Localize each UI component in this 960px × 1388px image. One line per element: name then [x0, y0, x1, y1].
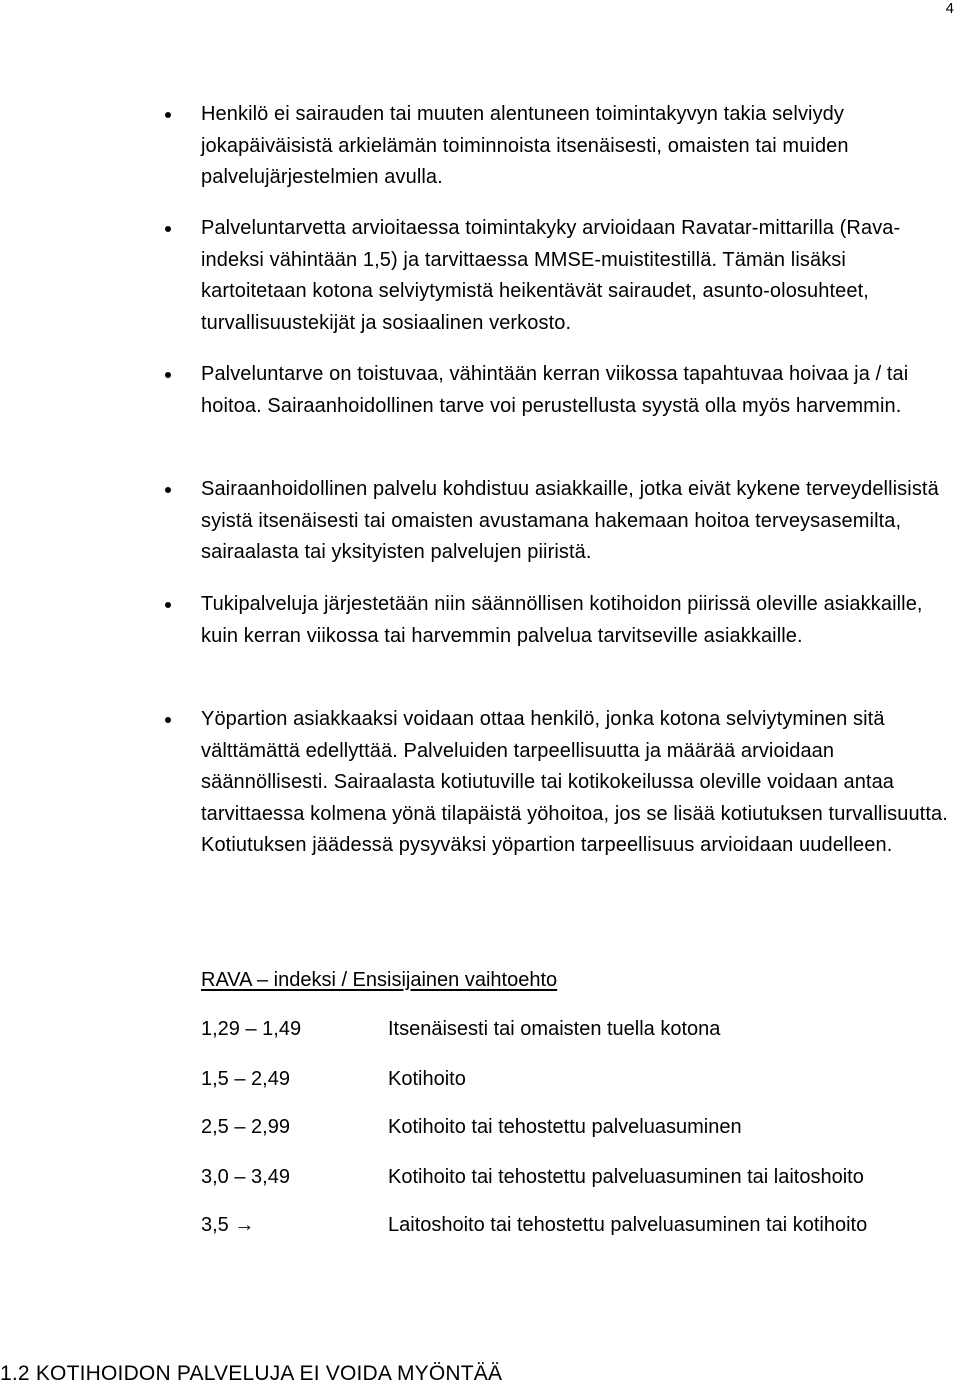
- rava-option: Kotihoito tai tehostettu palveluasuminen: [388, 1116, 742, 1138]
- page-number: 4: [945, 0, 954, 17]
- rava-option: Itsenäisesti tai omaisten tuella kotona: [388, 1018, 721, 1040]
- rava-range: 1,29 – 1,49: [201, 1018, 302, 1040]
- bullet-dot-icon: [165, 602, 171, 608]
- bullet-text: Henkilö ei sairauden tai muuten alentuneen toimintakyvyn takia selviydy jokapäiväisistä arkielämän toiminnoista itsenäisesti, omaisten tai muiden palvelujärjestelmien avulla.: [201, 103, 849, 188]
- bullet-text: Palveluntarve on toistuvaa, vähintään kerran viikossa tapahtuvaa hoivaa ja / tai hoitoa. Sairaanhoidollinen tarve voi perustellusta syystä olla myös harvemmin.: [201, 363, 909, 417]
- section-heading: 1.2 KOTIHOIDON PALVELUJA EI VOIDA MYÖNTÄÄ: [0, 1362, 503, 1385]
- rava-option: Kotihoito: [388, 1068, 466, 1090]
- rava-range: 3,0 – 3,49: [201, 1166, 290, 1188]
- rava-option: Kotihoito tai tehostettu palveluasuminen tai laitoshoito: [388, 1166, 864, 1188]
- rava-table-heading: RAVA – indeksi / Ensisijainen vaihtoehto: [201, 969, 558, 991]
- bullet-dot-icon: [165, 372, 171, 378]
- bullet-text: Yöpartion asiakkaaksi voidaan ottaa henkilö, jonka kotona selviytyminen sitä välttämättä edellyttää. Palveluiden tarpeellisuutta ja määrää arvioidaan säännöllisesti. Sairaalasta kotiutuville tai kotikokeilussa oleville voidaan antaa tarvittaessa kolmena yönä tilapäistä yöhoitoa, jos se lisää kotiutuksen turvallisuutta. Kotiutuksen jäädessä pysyväksi yöpartion tarpeellisuus arvioidaan uudelleen.: [201, 708, 948, 856]
- bullet-text: Sairaanhoidollinen palvelu kohdistuu asiakkaille, jotka eivät kykene terveydellisistä syistä itsenäisesti tai omaisten avustamana hakemaan hoitoa terveysasemilta, sairaalasta tai yksityisten palvelujen piiristä.: [201, 478, 939, 563]
- bullet-dot-icon: [165, 717, 171, 723]
- bullet-text: Tukipalveluja järjestetään niin säännöllisen kotihoidon piirissä oleville asiakkaille, kuin kerran viikossa tai harvemmin palvelua tarvitseville asiakkaille.: [201, 593, 923, 647]
- bullet-dot-icon: [165, 487, 171, 493]
- rava-range: 2,5 – 2,99: [201, 1116, 290, 1138]
- rava-option: Laitoshoito tai tehostettu palveluasuminen tai kotihoito: [388, 1214, 868, 1236]
- bullet-dot-icon: [165, 226, 171, 232]
- rava-range: 1,5 – 2,49: [201, 1068, 290, 1090]
- bullet-text: Palveluntarvetta arvioitaessa toimintakyky arvioidaan Ravatar-mittarilla (Rava-indeksi vähintään 1,5) ja tarvittaessa MMSE-muistitestillä. Tämän lisäksi kartoitetaan kotona selviytymistä heikentävät sairaudet, asunto-olosuhteet, turvallisuustekijät ja sosiaalinen verkosto.: [201, 217, 901, 334]
- bullet-dot-icon: [165, 112, 171, 118]
- rava-range: 3,5 →: [201, 1214, 255, 1236]
